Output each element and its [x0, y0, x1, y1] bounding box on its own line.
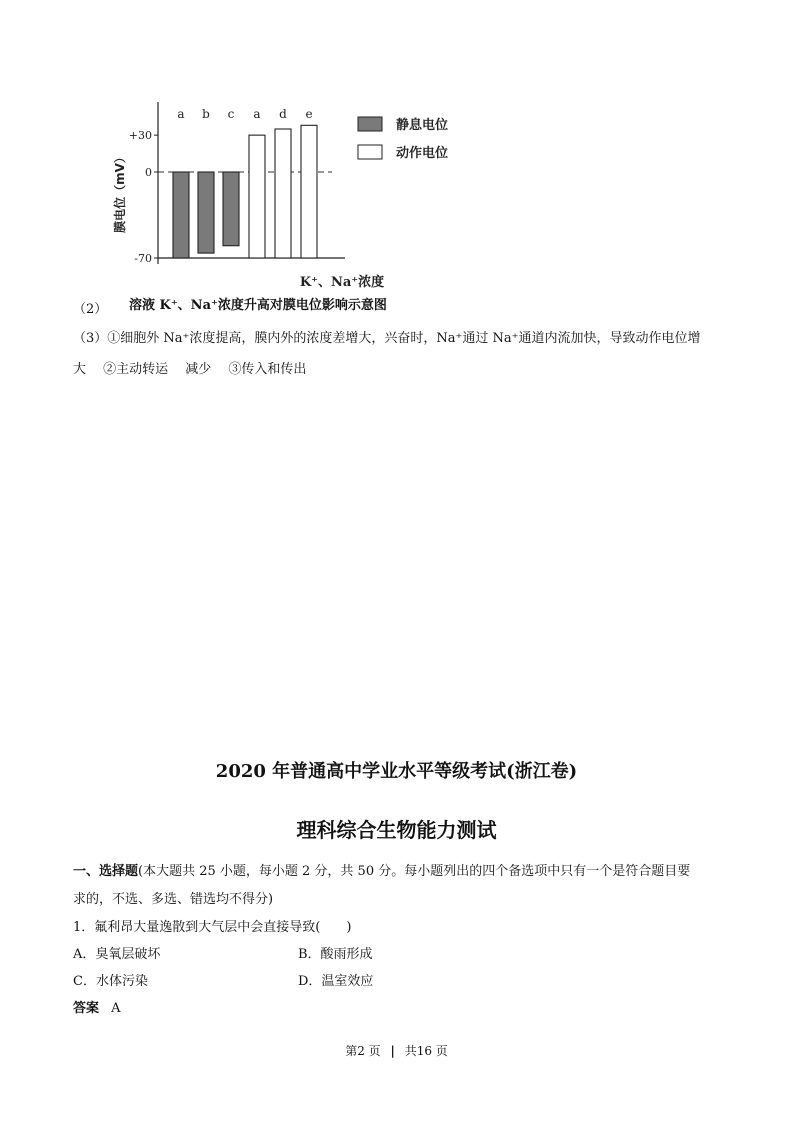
category-label-a: a: [253, 107, 261, 121]
x-axis-label: K⁺、Na⁺浓度: [299, 275, 385, 290]
answer-part3-line1: （3）①细胞外 Na⁺浓度提高，膜内外的浓度差增大，兴奋时，Na⁺通过 Na⁺通道内流加快，导致动作电位增: [73, 331, 701, 346]
answer-value: A: [111, 1001, 121, 1016]
legend-label-resting: 静息电位: [396, 118, 449, 133]
answer-part2-label: （2）: [73, 302, 108, 317]
y-axis-label: 膜电位（mV）: [113, 151, 127, 233]
exam-subtitle: 理科综合生物能力测试: [296, 818, 497, 842]
resting-potential-bar-c: [223, 172, 239, 246]
page-footer: [0, 1042, 793, 1059]
y-tick-label: -70: [134, 252, 152, 265]
legend-swatch-action: [358, 145, 382, 159]
category-label-c: c: [227, 107, 235, 121]
chart-caption: 溶液 K⁺、Na⁺浓度升高对膜电位影响示意图: [129, 298, 387, 313]
option-b: B．酸雨形成: [298, 947, 373, 962]
action-potential-bar-d: [275, 129, 291, 258]
answer-part3-line2: 大 ②主动转运 减少 ③传入和传出: [73, 362, 307, 377]
y-tick-label: 0: [145, 166, 152, 179]
option-a: A．臭氧层破坏: [73, 947, 161, 962]
question-1-stem: 1．氟利昂大量逸散到大气层中会直接导致( ): [73, 920, 352, 935]
option-c: C．水体污染: [73, 974, 148, 989]
resting-potential-bar-b: [198, 172, 214, 253]
category-label-d: d: [279, 107, 287, 121]
category-label-a: a: [177, 107, 185, 121]
footer-separator: |: [390, 1044, 395, 1058]
membrane-potential-chart: [100, 92, 480, 292]
page-total: 共16 页: [404, 1044, 448, 1058]
legend-swatch-resting: [358, 117, 382, 131]
category-label-e: e: [305, 107, 313, 121]
section-note-continued: 求的，不选、多选、错选均不得分): [73, 892, 274, 907]
section-intro: [73, 862, 690, 882]
resting-potential-bar-a: [173, 172, 189, 258]
exam-title: 2020 年普通高中学业水平等级考试(浙江卷): [215, 761, 578, 782]
y-tick-label: +30: [128, 129, 152, 143]
category-label-b: b: [202, 107, 210, 121]
page-number: 第2 页: [345, 1044, 381, 1058]
action-potential-bar-e: [301, 125, 317, 258]
answer-label: 答案: [73, 1001, 100, 1016]
answer-row: [73, 999, 121, 1019]
section-note: (本大题共 25 小题，每小题 2 分，共 50 分。每小题列出的四个备选项中只有一个是符合题目要: [138, 864, 691, 879]
action-potential-bar-a: [249, 135, 265, 258]
section-heading: 一、选择题: [73, 864, 139, 879]
legend-label-action: 动作电位: [396, 146, 449, 161]
option-d: D．温室效应: [298, 974, 374, 989]
